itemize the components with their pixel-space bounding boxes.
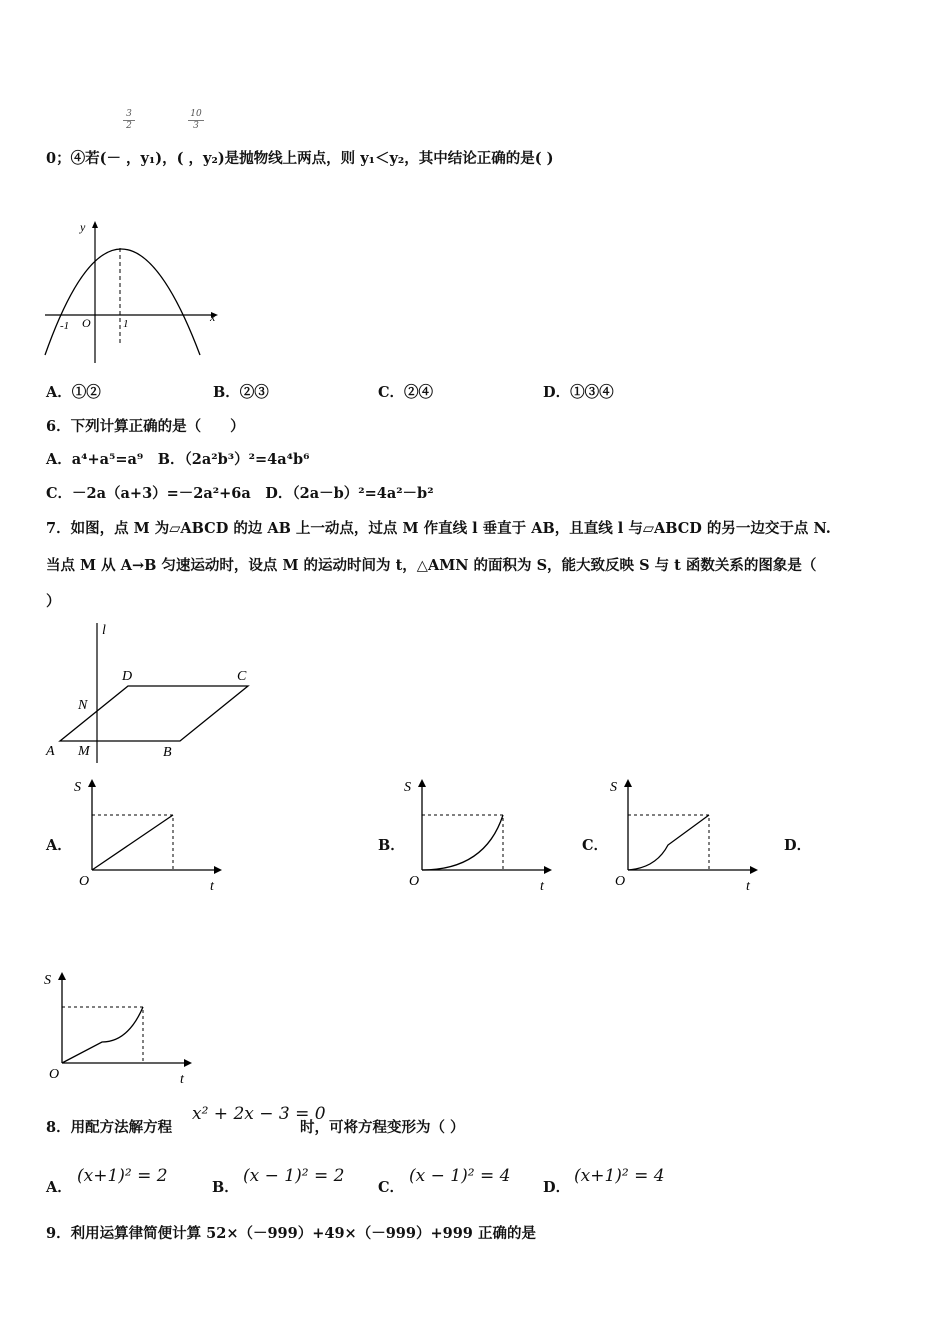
q8-stem-prefix: 8．用配方法解方程 xyxy=(46,1119,173,1136)
axis-label-s: S xyxy=(610,780,617,795)
q7-option-d-label: D． xyxy=(784,837,812,854)
vertex-label-a: A xyxy=(46,744,55,759)
axis-label-s: S xyxy=(404,780,411,795)
q7-stem-line2: 当点 M 从 A→B 匀速运动时，设点 M 的运动时间为 t，△AMN 的面积为 S，能大致反映 S 与 t 函数关系的图象是（ xyxy=(46,557,817,574)
graph-option-b xyxy=(400,775,560,895)
parabola-graph xyxy=(40,215,230,365)
q8-option-d-formula: (x+1)² = 4 xyxy=(574,1166,665,1186)
fraction-3-2 xyxy=(123,109,135,132)
origin-label: O xyxy=(82,316,91,330)
q8-stem-suffix: 时，可将方程变形为（ ） xyxy=(300,1119,465,1136)
axis-label-x: x xyxy=(210,310,216,324)
q8-option-a-formula: (x+1)² = 2 xyxy=(77,1166,168,1186)
q5-option-b: B．②③ xyxy=(213,384,269,401)
q7-stem-line3: ） xyxy=(46,593,61,610)
q8-option-a-letter: A． xyxy=(46,1179,72,1196)
axis-label-s: S xyxy=(44,973,51,988)
origin-label: O xyxy=(615,874,626,889)
q8-option-c-formula: (x − 1)² = 4 xyxy=(409,1166,511,1186)
q7-option-a-label: A． xyxy=(46,837,72,854)
axis-label-t: t xyxy=(746,879,750,894)
q6-options-row1: A．a⁴+a⁵=a⁹ B．（2a²b³）²=4a⁴b⁶ xyxy=(46,451,310,468)
point-label-n: N xyxy=(78,698,88,713)
line-label-l: l xyxy=(102,623,106,638)
q7-option-b-label: B． xyxy=(378,837,405,854)
q6-stem: 6．下列计算正确的是（ ） xyxy=(46,418,245,435)
q8-option-c-letter: C． xyxy=(378,1179,405,1196)
fraction-numerator: 3 xyxy=(126,109,132,119)
fraction-denominator: 2 xyxy=(123,120,135,132)
axis-label-t: t xyxy=(210,879,214,894)
q8-option-d-letter: D． xyxy=(543,1179,571,1196)
vertex-label-c: C xyxy=(237,669,247,684)
q7-option-c-label: C． xyxy=(582,837,609,854)
origin-label: O xyxy=(49,1067,60,1082)
fraction-10-3 xyxy=(188,109,204,132)
q5-option-c: C．②④ xyxy=(378,384,434,401)
fraction-numerator: 10 xyxy=(190,109,202,119)
axis-label-t: t xyxy=(180,1072,184,1087)
q8-equation: x² + 2x − 3 = 0 xyxy=(192,1104,326,1124)
axis-label-s: S xyxy=(74,780,81,795)
q9-stem: 9．利用运算律简便计算 52×（－999）+49×（－999）+999 正确的是 xyxy=(46,1225,536,1242)
fraction-denominator: 3 xyxy=(188,120,204,132)
axis-label-y: y xyxy=(80,220,86,234)
q8-option-b-letter: B． xyxy=(212,1179,239,1196)
graph-option-d xyxy=(40,968,200,1088)
q6-options-row2: C．－2a（a+3）=－2a²+6a D．（2a－b）²=4a²－b² xyxy=(46,485,434,502)
tick-label-neg1: -1 xyxy=(60,320,70,332)
graph-option-a xyxy=(70,775,230,895)
vertex-label-d: D xyxy=(122,669,133,684)
q5-stem: 0；④若(－ ，y₁)，( ，y₂)是抛物线上两点，则 y₁＜y₂，其中结论正确的是( ) xyxy=(46,150,554,167)
origin-label: O xyxy=(79,874,90,889)
q5-option-d: D．①③④ xyxy=(543,384,614,401)
axis-label-t: t xyxy=(540,879,544,894)
q5-option-a: A．①② xyxy=(46,384,101,401)
point-label-m: M xyxy=(78,744,90,759)
q7-stem-line1: 7．如图，点 M 为▱ABCD 的边 AB 上一动点，过点 M 作直线 l 垂直于 AB，且直线 l 与▱ABCD 的另一边交于点 N. xyxy=(46,520,831,537)
vertex-label-b: B xyxy=(163,745,172,760)
parallelogram-figure xyxy=(40,618,270,768)
tick-label-1: 1 xyxy=(123,318,129,330)
graph-option-c xyxy=(606,775,766,895)
origin-label: O xyxy=(409,874,420,889)
q8-option-b-formula: (x − 1)² = 2 xyxy=(243,1166,345,1186)
